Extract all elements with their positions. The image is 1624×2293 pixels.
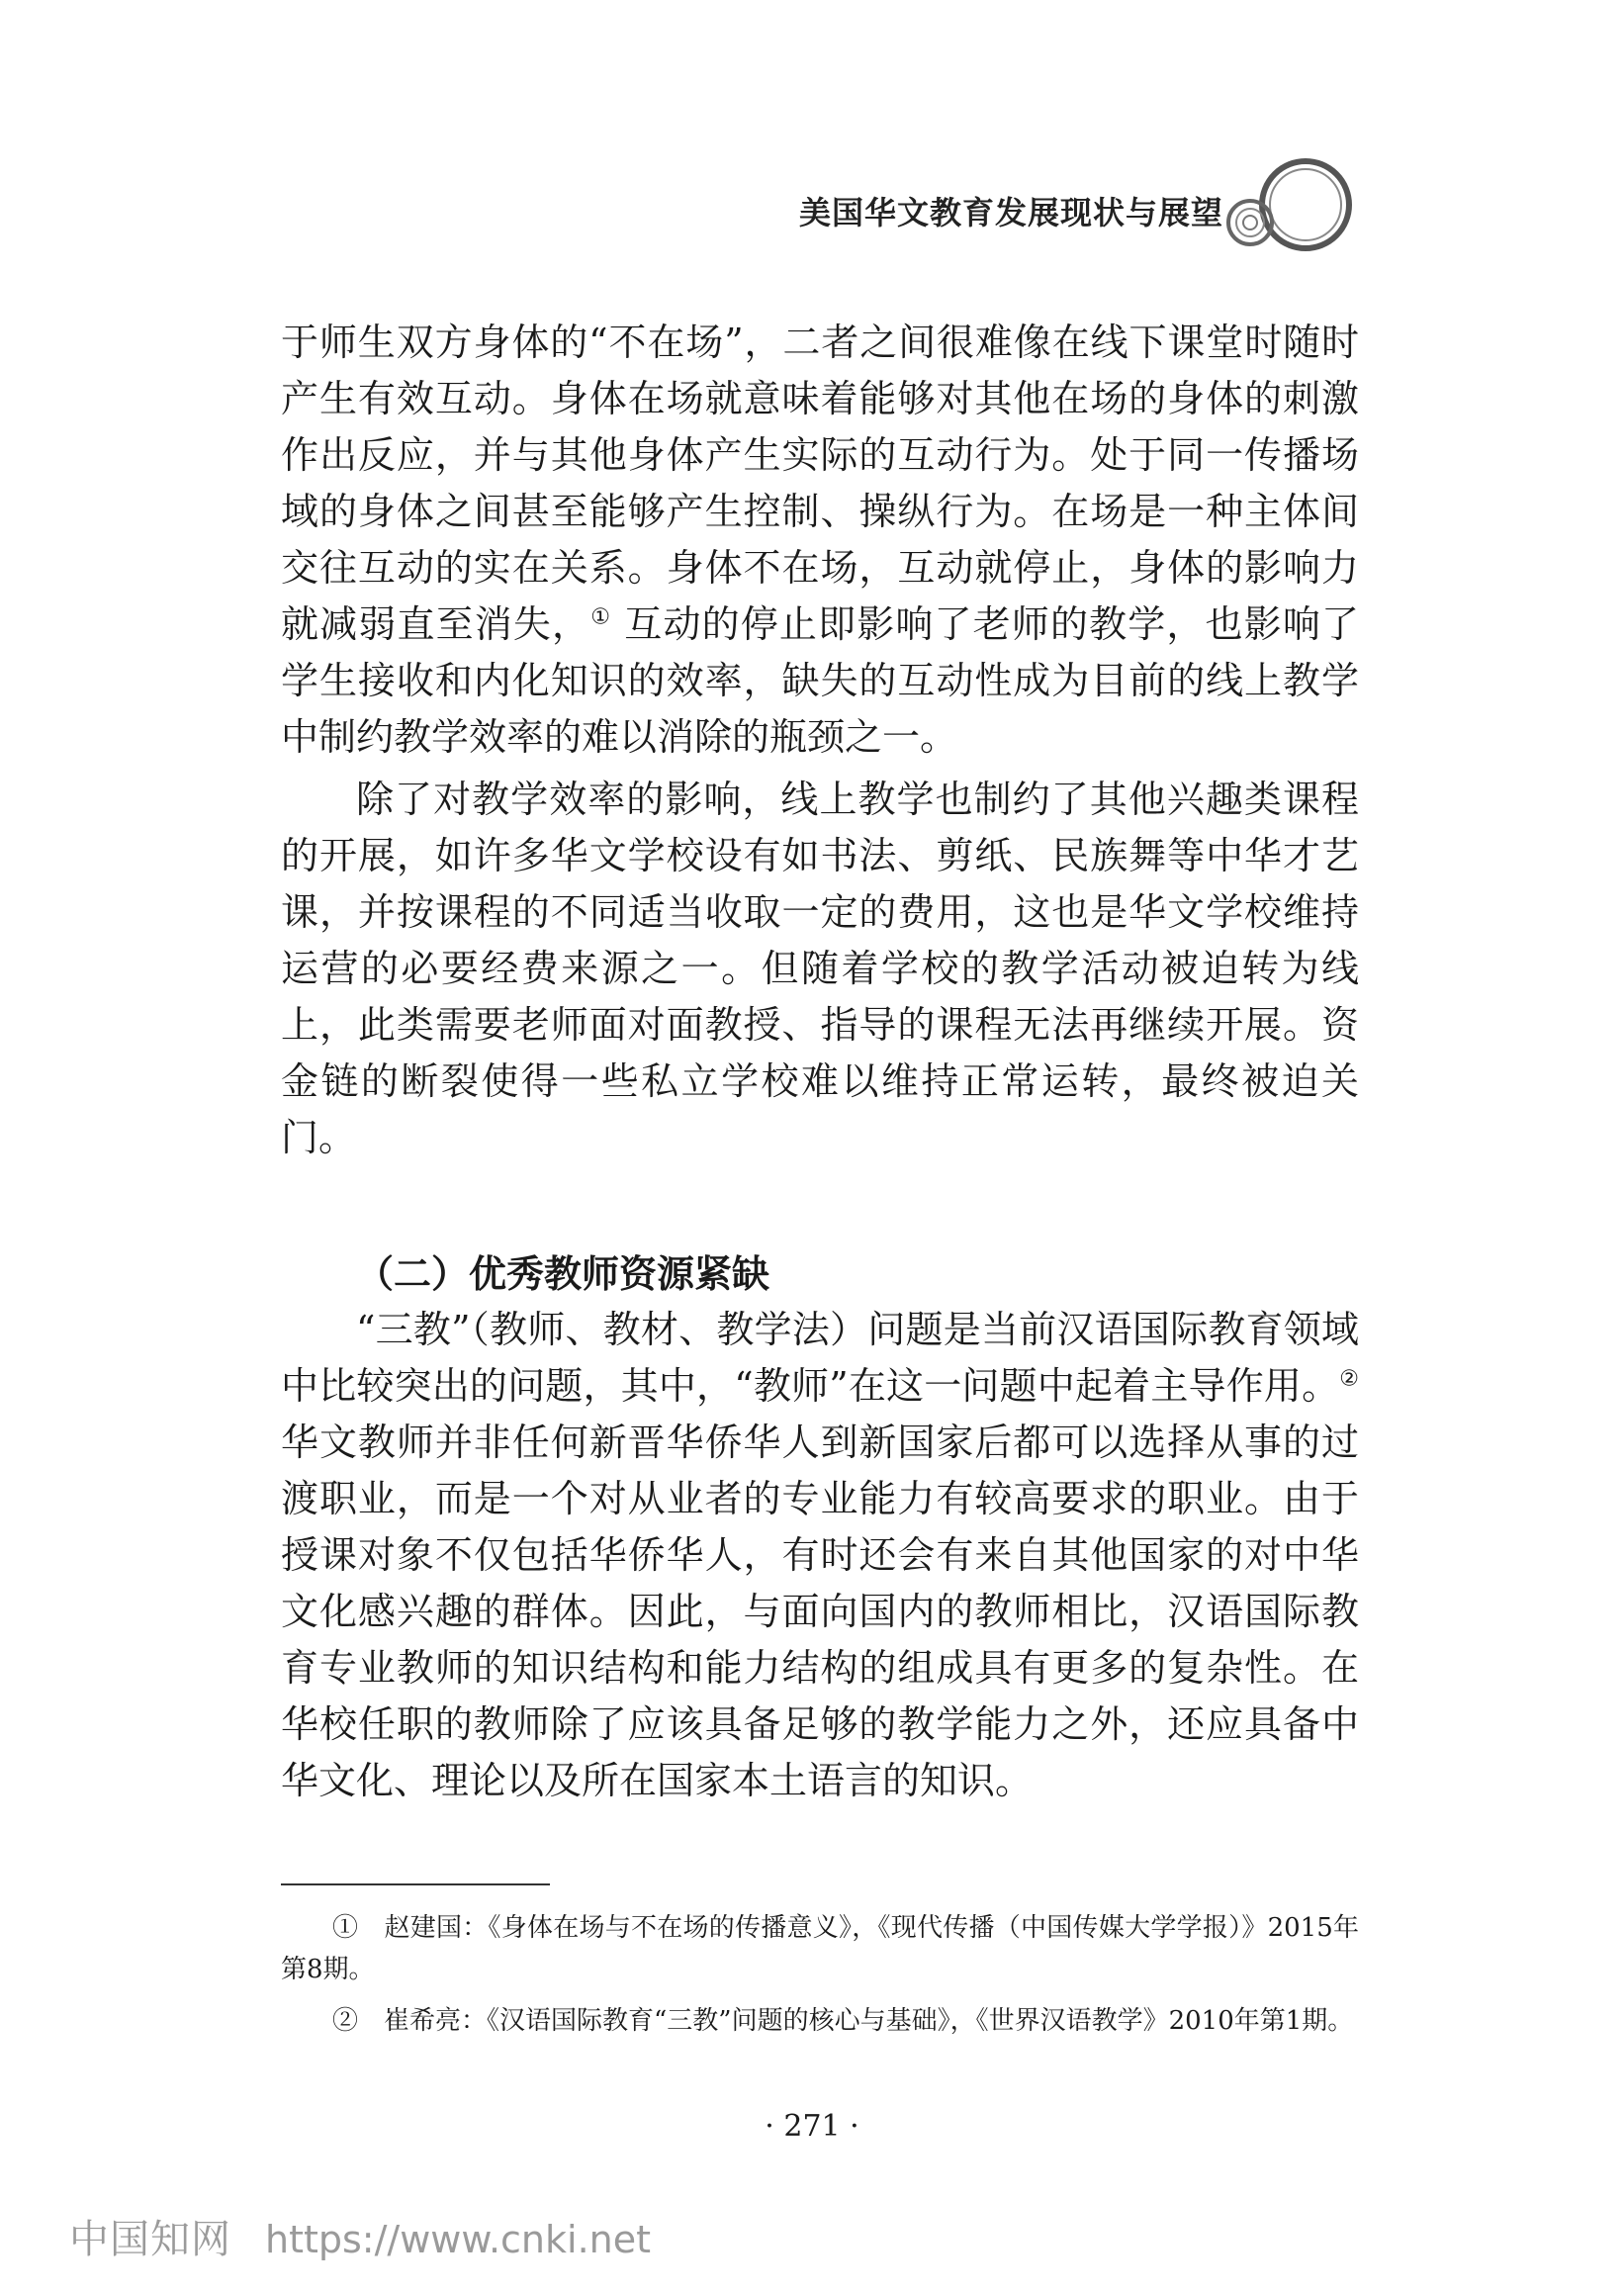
running-header-title: 美国华文教育发展现状与展望: [799, 194, 1224, 231]
body-paragraph: 于师生双方身体的“不在场”，二者之间很难像在线下课堂时随时产生有效互动。身体在场就意味着能够对其他在场的身体的刺激作出反应，并与其他身体产生实际的互动行为。处于同一传播场域的身体之间甚至能够产生控制、操纵行为。在场是一种主体间交往互动的实在关系。身体不在场，互动就停止，身体的影响力就减弱直至消失，① 互动的停止即影响了老师的教学，也影响了学生接收和内化知识的效率，缺失的互动性成为目前的线上教学中制约教学效率的难以消除的瓶颈之一。: [281, 321, 1359, 759]
body-paragraph: 除了对教学效率的影响，线上教学也制约了其他兴趣类课程的开展，如许多华文学校设有如书法、剪纸、民族舞等中华才艺课，并按课程的不同适当收取一定的费用，这也是华文学校维持运营的必要经费来源之一。但随着学校的教学活动被迫转为线上，此类需要老师面对面教授、指导的课程无法再继续开展。资金链的断裂使得一些私立学校难以维持正常运转，最终被迫关门。: [281, 778, 1359, 1159]
page-number: · 271 ·: [765, 2109, 859, 2144]
watermark-url: https://www.cnki.net: [265, 2218, 652, 2261]
footnote-ref[interactable]: ②: [1339, 1366, 1359, 1392]
footnote-divider: [281, 1883, 550, 1885]
section-heading: （二）优秀教师资源紧缺: [356, 1251, 770, 1296]
footnotes: [281, 1907, 1359, 2052]
watermark: [69, 2208, 651, 2264]
body-paragraph: “三教”（教师、教材、教学法）问题是当前汉语国际教育领域中比较突出的问题，其中，“教师”在这一问题中起着主导作用。②华文教师并非任何新晋华侨华人到新国家后都可以选择从事的过渡职业，而是一个对从业者的专业能力有较高要求的职业。由于授课对象不仅包括华侨华人，有时还会有来自其他国家的对中华文化感兴趣的群体。因此，与面向国内的教师相比，汉语国际教育专业教师的知识结构和能力结构的组成具有更多的复杂性。在华校任职的教师除了应该具备足够的教学能力之外，还应具备中华文化、理论以及所在国家本土语言的知识。: [281, 1308, 1359, 1802]
watermark-brand: 中国知网: [69, 2217, 231, 2262]
concentric-rings-icon: [1218, 153, 1367, 262]
footnote-item: ① 赵建国：《身体在场与不在场的传播意义》，《现代传播（中国传媒大学学报）》2015年第8期。: [281, 1913, 1359, 1984]
main-body-text: [281, 315, 1359, 1809]
footnote-item: ② 崔希亮：《汉语国际教育“三教”问题的核心与基础》，《世界汉语教学》2010年第1期。: [332, 2006, 1354, 2036]
footnote-ref[interactable]: ①: [590, 604, 612, 630]
